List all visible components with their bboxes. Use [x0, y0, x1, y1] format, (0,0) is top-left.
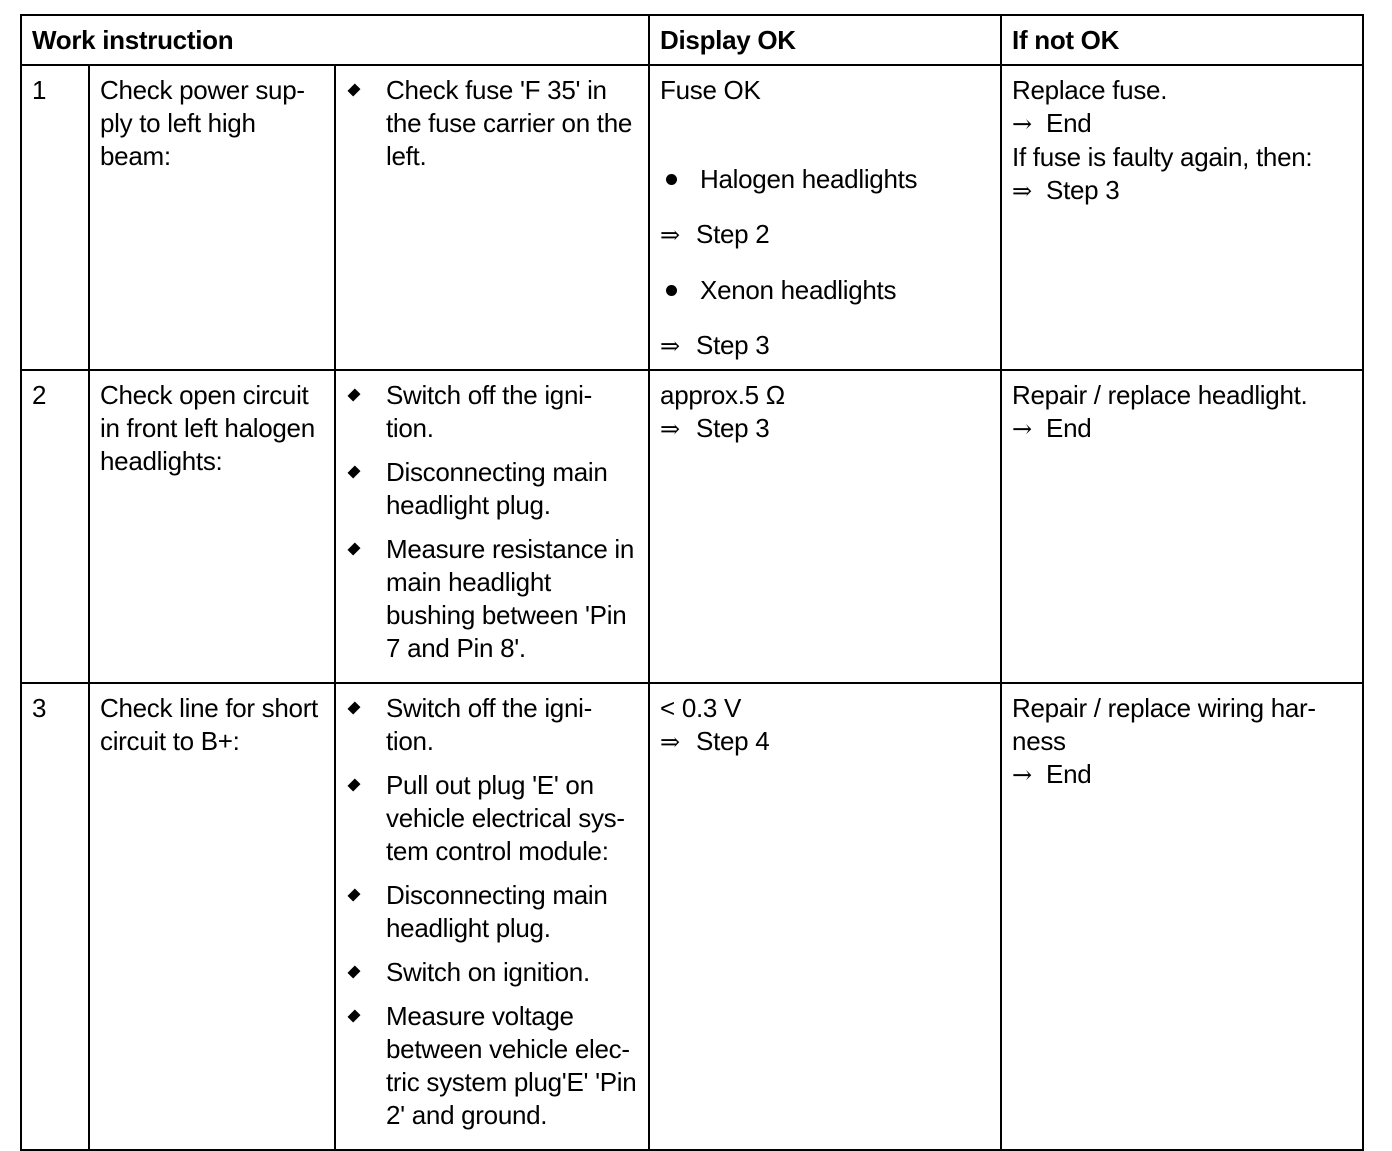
- arrow-right-icon: →: [1012, 110, 1032, 138]
- list-item: Disconnecting main headlight plug.: [346, 456, 638, 522]
- list-item: Switch off the igni-tion.: [346, 379, 638, 445]
- table-row: [21, 65, 1363, 370]
- diamond-bullet-icon: [347, 888, 360, 901]
- step-number: 1: [21, 65, 89, 370]
- work-instruction-table: [20, 14, 1364, 1151]
- header-if-not-ok: If not OK: [1001, 15, 1363, 65]
- step-task: Check line for short circuit to B+:: [89, 683, 335, 1150]
- not-ok-end: → End: [1012, 758, 1352, 792]
- not-ok-text: Repair / replace headlight.: [1012, 380, 1308, 410]
- display-ok-cell: [649, 683, 1001, 1150]
- not-ok-end: → End: [1012, 107, 1352, 141]
- diamond-bullet-icon: [347, 465, 360, 478]
- diamond-bullet-icon: [347, 542, 360, 555]
- ok-option: Xenon headlights: [660, 274, 990, 307]
- double-arrow-icon: ⇒: [660, 332, 680, 360]
- step-number: 2: [21, 370, 89, 683]
- diamond-bullet-icon: [347, 83, 360, 96]
- ok-next-step: ⇒ Step 2: [660, 218, 990, 252]
- ok-text: approx.5 Ω: [660, 380, 785, 410]
- round-bullet-icon: [666, 285, 677, 296]
- double-arrow-icon: ⇒: [1012, 177, 1032, 205]
- round-bullet-icon: [666, 174, 677, 185]
- diamond-bullet-icon: [347, 778, 360, 791]
- display-ok-cell: [649, 65, 1001, 370]
- not-ok-text: Replace fuse.: [1012, 75, 1168, 105]
- display-ok-cell: [649, 370, 1001, 683]
- double-arrow-icon: ⇒: [660, 728, 680, 756]
- diamond-bullet-icon: [347, 388, 360, 401]
- not-ok-cell: [1001, 683, 1363, 1150]
- list-item: Disconnecting main headlight plug.: [346, 879, 638, 945]
- arrow-right-icon: →: [1012, 761, 1032, 789]
- ok-option: Halogen headlights: [660, 163, 990, 196]
- ok-text: Fuse OK: [660, 75, 761, 105]
- list-item: Measure voltage between vehicle elec-tric system plug'E' 'Pin 2' and ground.: [346, 1000, 638, 1132]
- double-arrow-icon: ⇒: [660, 415, 680, 443]
- diamond-bullet-icon: [347, 1009, 360, 1022]
- not-ok-text: Repair / replace wiring har-ness: [1012, 693, 1316, 756]
- step-actions: [335, 370, 649, 683]
- not-ok-text: If fuse is faulty again, then:: [1012, 142, 1313, 172]
- ok-text: < 0.3 V: [660, 693, 742, 723]
- list-item: Switch off the igni-tion.: [346, 692, 638, 758]
- diamond-bullet-icon: [347, 701, 360, 714]
- header-work-instruction: Work instruction: [21, 15, 649, 65]
- ok-next-step: ⇒ Step 4: [660, 725, 990, 759]
- not-ok-cell: [1001, 65, 1363, 370]
- not-ok-cell: [1001, 370, 1363, 683]
- list-item: Switch on ignition.: [346, 956, 638, 989]
- list-item: Measure resistance in main headlight bushing between 'Pin 7 and Pin 8'.: [346, 533, 638, 665]
- double-arrow-icon: ⇒: [660, 221, 680, 249]
- step-task: Check power sup-ply to left high beam:: [89, 65, 335, 370]
- header-row: [21, 15, 1363, 65]
- table-row: [21, 683, 1363, 1150]
- header-display-ok: Display OK: [649, 15, 1001, 65]
- step-actions: [335, 683, 649, 1150]
- table-row: [21, 370, 1363, 683]
- step-actions: [335, 65, 649, 370]
- arrow-right-icon: →: [1012, 415, 1032, 443]
- ok-next-step: ⇒ Step 3: [660, 412, 990, 446]
- step-task: Check open circuit in front left halogen headlights:: [89, 370, 335, 683]
- step-number: 3: [21, 683, 89, 1150]
- diamond-bullet-icon: [347, 965, 360, 978]
- list-item: Pull out plug 'E' on vehicle electrical sys-tem control module:: [346, 769, 638, 868]
- ok-next-step: ⇒ Step 3: [660, 329, 990, 363]
- not-ok-end: → End: [1012, 412, 1352, 446]
- not-ok-next-step: ⇒ Step 3: [1012, 174, 1352, 208]
- list-item: Check fuse 'F 35' in the fuse carrier on the left.: [346, 74, 638, 173]
